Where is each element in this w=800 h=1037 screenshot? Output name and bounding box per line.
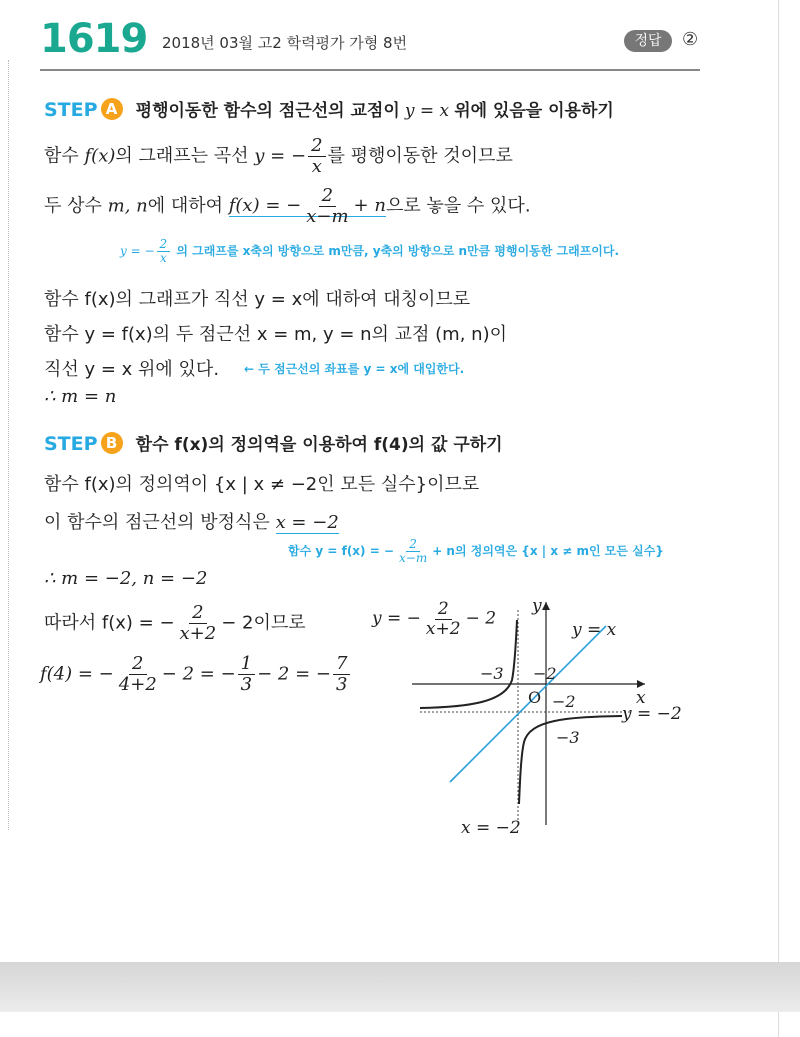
problem-source: 2018년 03월 고2 학력평가 가형 8번 xyxy=(162,34,408,52)
line-b5-den3: 3 xyxy=(335,673,348,695)
note-3-a: 함수 y = f(x) = − xyxy=(288,544,394,559)
step-b-title: 함수 f(x)의 정의역을 이용하여 f(4)의 값 구하기 xyxy=(135,435,503,455)
line-1-y: y = − xyxy=(254,145,307,167)
line-2-a: 두 상수 xyxy=(44,195,102,217)
line-5: 직선 y = x 위에 있다. xyxy=(44,359,220,380)
graph-func-frac xyxy=(423,600,464,638)
line-2-num: 2 xyxy=(319,186,336,207)
graph-tick-m3-x: −3 xyxy=(480,664,504,683)
line-1-frac xyxy=(308,136,325,177)
step-b-heading xyxy=(44,430,503,455)
line-b5-den1: 4+2 xyxy=(118,673,157,695)
graph-line-label: y = x xyxy=(572,620,617,640)
line-2-b: 에 대하여 xyxy=(147,195,224,217)
note-3-den: x−m xyxy=(399,551,428,566)
graph-tick-m2-top: −2 xyxy=(533,664,557,683)
line-1-c: 를 평행이동한 것이므로 xyxy=(327,145,513,167)
graph-func-label xyxy=(372,600,496,638)
step-a-title: 평행이동한 함수의 점근선의 교점이 xyxy=(135,101,400,121)
step-b-label: STEP xyxy=(44,433,98,455)
step-a-label: STEP xyxy=(44,99,98,121)
line-2 xyxy=(44,186,531,227)
note-2: ← 두 점근선의 좌표를 y = x에 대입한다. xyxy=(244,362,465,376)
line-1-den: x xyxy=(311,155,322,177)
line-b3: ∴ m = −2, n = −2 xyxy=(44,568,208,589)
answer-value: ② xyxy=(682,29,699,50)
page-edge-line xyxy=(778,0,779,1037)
graph-func-b: − 2 xyxy=(465,608,497,629)
graph-x-axis-label: x xyxy=(636,688,646,708)
line-2-plus: + n xyxy=(353,195,386,217)
line-1-f: f(x) xyxy=(84,145,116,167)
line-b2-a: 이 함수의 점근선의 방정식은 xyxy=(44,512,270,533)
line-b4-b: − 2이므로 xyxy=(221,612,306,634)
graph-asym-v-label: x = −2 xyxy=(461,818,521,838)
line-b5-frac-1 xyxy=(116,654,160,695)
line-1-a: 함수 xyxy=(44,145,79,167)
line-b5-num1: 2 xyxy=(129,654,146,675)
graph-asym-h-label: y = −2 xyxy=(622,704,682,724)
graph-func-num: 2 xyxy=(435,600,452,620)
line-b5-c: − 2 = − xyxy=(257,663,331,685)
x-axis-arrow xyxy=(637,680,645,688)
graph-func-a: y = − xyxy=(372,608,421,629)
step-a-title-post: 위에 있음을 이용하기 xyxy=(454,101,614,121)
line-b4-frac xyxy=(177,603,220,644)
line-2-c: 으로 놓을 수 있다. xyxy=(385,195,531,217)
note-3 xyxy=(288,538,664,565)
line-6: ∴ m = n xyxy=(44,386,117,407)
graph-y-axis-label: y xyxy=(532,596,542,616)
line-b5 xyxy=(40,654,352,695)
line-2-formula xyxy=(228,185,386,227)
line-b5-den2: 3 xyxy=(240,673,253,695)
answer-tag: 정답 xyxy=(624,30,672,52)
line-b4-den: x+2 xyxy=(179,622,217,644)
line-b4-a: 따라서 f(x) = − xyxy=(44,612,175,634)
note-1-den: x xyxy=(159,251,167,266)
line-b5-frac-3 xyxy=(333,654,350,695)
problem-number: 1619 xyxy=(40,16,148,62)
line-b5-num3: 7 xyxy=(333,654,350,675)
line-b2 xyxy=(44,508,339,534)
y-axis-arrow xyxy=(542,602,550,610)
graph-func-den: x+2 xyxy=(425,618,461,639)
note-1-num: 2 xyxy=(157,238,171,252)
line-2-den: x−m xyxy=(306,205,349,227)
line-b5-a: f(4) = − xyxy=(40,663,114,685)
margin-dotted-line xyxy=(8,60,9,830)
note-1-frac xyxy=(157,238,171,265)
note-1 xyxy=(120,238,619,265)
line-b1: 함수 f(x)의 정의역이 {x | x ≠ −2인 모든 실수}이므로 xyxy=(44,474,480,495)
step-a-heading xyxy=(44,96,614,121)
step-a-badge: A xyxy=(101,98,123,120)
graph-origin: O xyxy=(528,688,542,707)
page-bottom-band xyxy=(0,962,800,1012)
note-3-num: 2 xyxy=(406,538,420,552)
note-1-text: 의 그래프를 x축의 방향으로 m만큼, y축의 방향으로 n만큼 평행이동한 그래프이다. xyxy=(176,244,620,259)
note-3-frac xyxy=(396,538,430,565)
step-b-badge: B xyxy=(101,432,123,454)
line-4: 함수 y = f(x)의 두 점근선 x = m, y = n의 교점 (m, n)이 xyxy=(44,324,507,345)
line-b5-num2: 1 xyxy=(238,654,255,675)
line-3: 함수 f(x)의 그래프가 직선 y = x에 대하여 대칭이므로 xyxy=(44,289,471,310)
line-2-mn: m, n xyxy=(107,195,148,217)
line-b5-b: − 2 = − xyxy=(161,663,236,685)
graph-tick-m2-x: −2 xyxy=(552,692,576,711)
line-b4 xyxy=(44,603,306,644)
line-2-f: f(x) = − xyxy=(228,195,302,217)
line-b4-num: 2 xyxy=(189,603,206,624)
step-a-title-math: y = x xyxy=(404,101,450,121)
graph-tick-m3-y: −3 xyxy=(556,728,580,747)
line-1-num: 2 xyxy=(308,136,325,157)
line-1 xyxy=(44,136,513,177)
header-divider xyxy=(40,69,700,71)
line-2-frac xyxy=(303,186,351,227)
line-b5-frac-2 xyxy=(238,654,255,695)
note-1-y: y = − xyxy=(120,244,155,259)
note-3-b: + n의 정의역은 {x | x ≠ m인 모든 실수} xyxy=(432,544,664,559)
line-1-b: 의 그래프는 곡선 xyxy=(115,145,249,167)
line-b2-b: x = −2 xyxy=(275,512,339,533)
